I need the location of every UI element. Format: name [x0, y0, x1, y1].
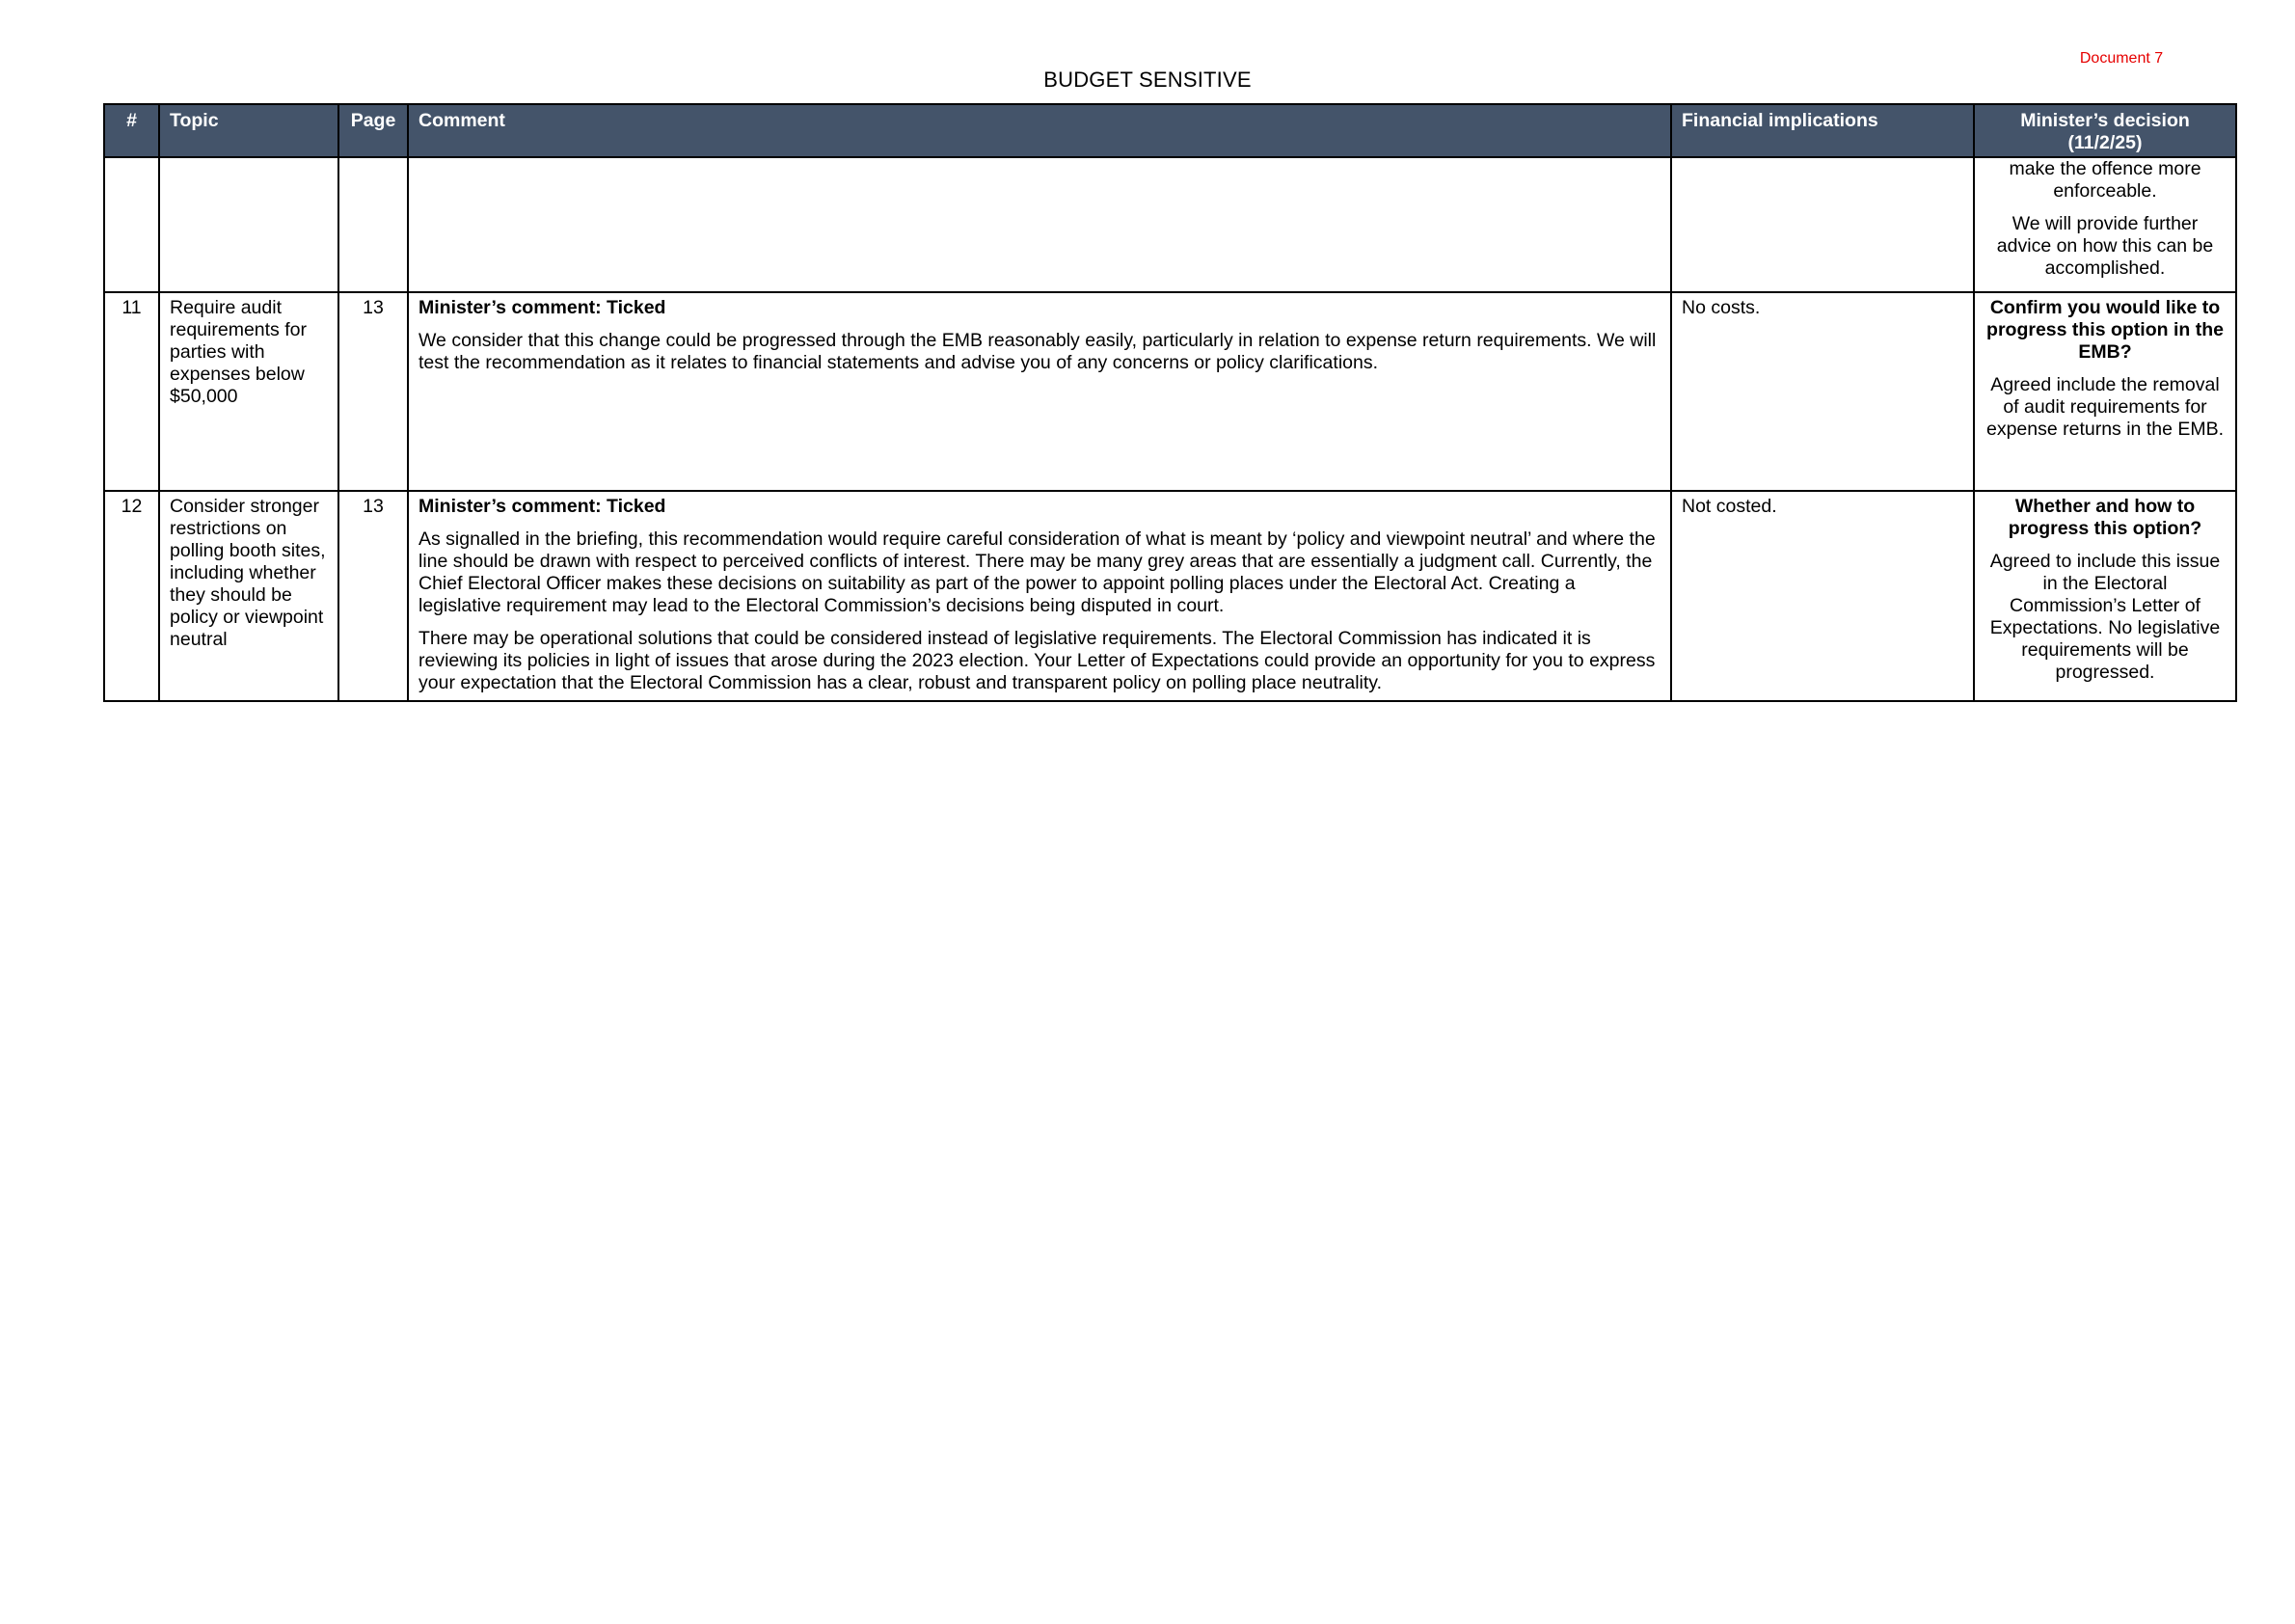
cell-financial: Not costed.	[1671, 491, 1974, 701]
table-row	[104, 491, 2236, 701]
cell-number: 11	[104, 292, 159, 491]
cell-decision	[1974, 157, 2236, 292]
cell-page: 13	[338, 292, 408, 491]
comment-heading: Minister’s comment: Ticked	[418, 297, 666, 318]
header-ministers-decision: Minister’s decision (11/2/25)	[1974, 104, 2236, 157]
cell-topic	[159, 157, 338, 292]
comment-heading: Minister’s comment: Ticked	[418, 496, 666, 517]
cell-number	[104, 157, 159, 292]
decision-question: Confirm you would like to progress this option in the EMB?	[1986, 297, 2224, 363]
decision-text: Agreed include the removal of audit requirements for expense returns in the EMB.	[1985, 374, 2225, 440]
cell-decision	[1974, 491, 2236, 701]
cell-financial	[1671, 157, 1974, 292]
comment-paragraph: There may be operational solutions that could be considered instead of legislative requirements. The Electoral Commission has indicated it is reviewing its policies in light of issues that arose during the 2023 election. Your Letter of Expectations could provide an opportunity for you to express your expectation that the Electoral Commission has a clear, robust and transparent policy on polling place neutrality.	[418, 628, 1656, 693]
header-comment: Comment	[408, 104, 1671, 157]
document-number-label: Document 7	[2079, 50, 2164, 67]
header-financial-implications: Financial implications	[1671, 104, 1974, 157]
decision-question: Whether and how to progress this option?	[2008, 496, 2202, 539]
cell-comment	[408, 157, 1671, 292]
header-number: #	[104, 104, 159, 157]
table-header-row	[104, 104, 2236, 157]
recommendations-table	[103, 103, 2237, 702]
cell-decision	[1974, 292, 2236, 491]
cell-number: 12	[104, 491, 159, 701]
table-row	[104, 292, 2236, 491]
table-row-continued	[104, 157, 2236, 292]
header-page: Page	[338, 104, 408, 157]
decision-text: Agreed to include this issue in the Electoral Commission’s Letter of Expectations. No legislative requirements will be progressed.	[1989, 551, 2221, 683]
header-topic: Topic	[159, 104, 338, 157]
cell-page: 13	[338, 491, 408, 701]
cell-comment	[408, 292, 1671, 491]
cell-financial: No costs.	[1671, 292, 1974, 491]
cell-comment	[408, 491, 1671, 701]
cell-topic: Consider stronger restrictions on polling booth sites, including whether they should be policy or viewpoint neutral	[159, 491, 338, 701]
classification-heading: BUDGET SENSITIVE	[1043, 68, 1252, 92]
comment-paragraph: We consider that this change could be progressed through the EMB reasonably easily, particularly in relation to expense return requirements. We will test the recommendation as it relates to financial statements and advise you of any concerns or policy clarifications.	[418, 330, 1657, 373]
comment-paragraph: As signalled in the briefing, this recommendation would require careful consideration of what is meant by ‘policy and viewpoint neutral’ and where the line should be drawn with respect to perceived conflicts of interest. There may be many grey areas that are essentially a judgment call. Currently, the Chief Electoral Officer makes these decisions on suitability as part of the power to appoint polling places under the Electoral Act. Creating a legislative requirement may lead to the Electoral Commission’s decisions being disputed in court.	[418, 528, 1656, 616]
cell-topic: Require audit requirements for parties with expenses below $50,000	[159, 292, 338, 491]
decision-text: make the offence more enforceable.	[2009, 158, 2201, 202]
decision-text: We will provide further advice on how this can be accomplished.	[1996, 213, 2214, 279]
cell-page	[338, 157, 408, 292]
